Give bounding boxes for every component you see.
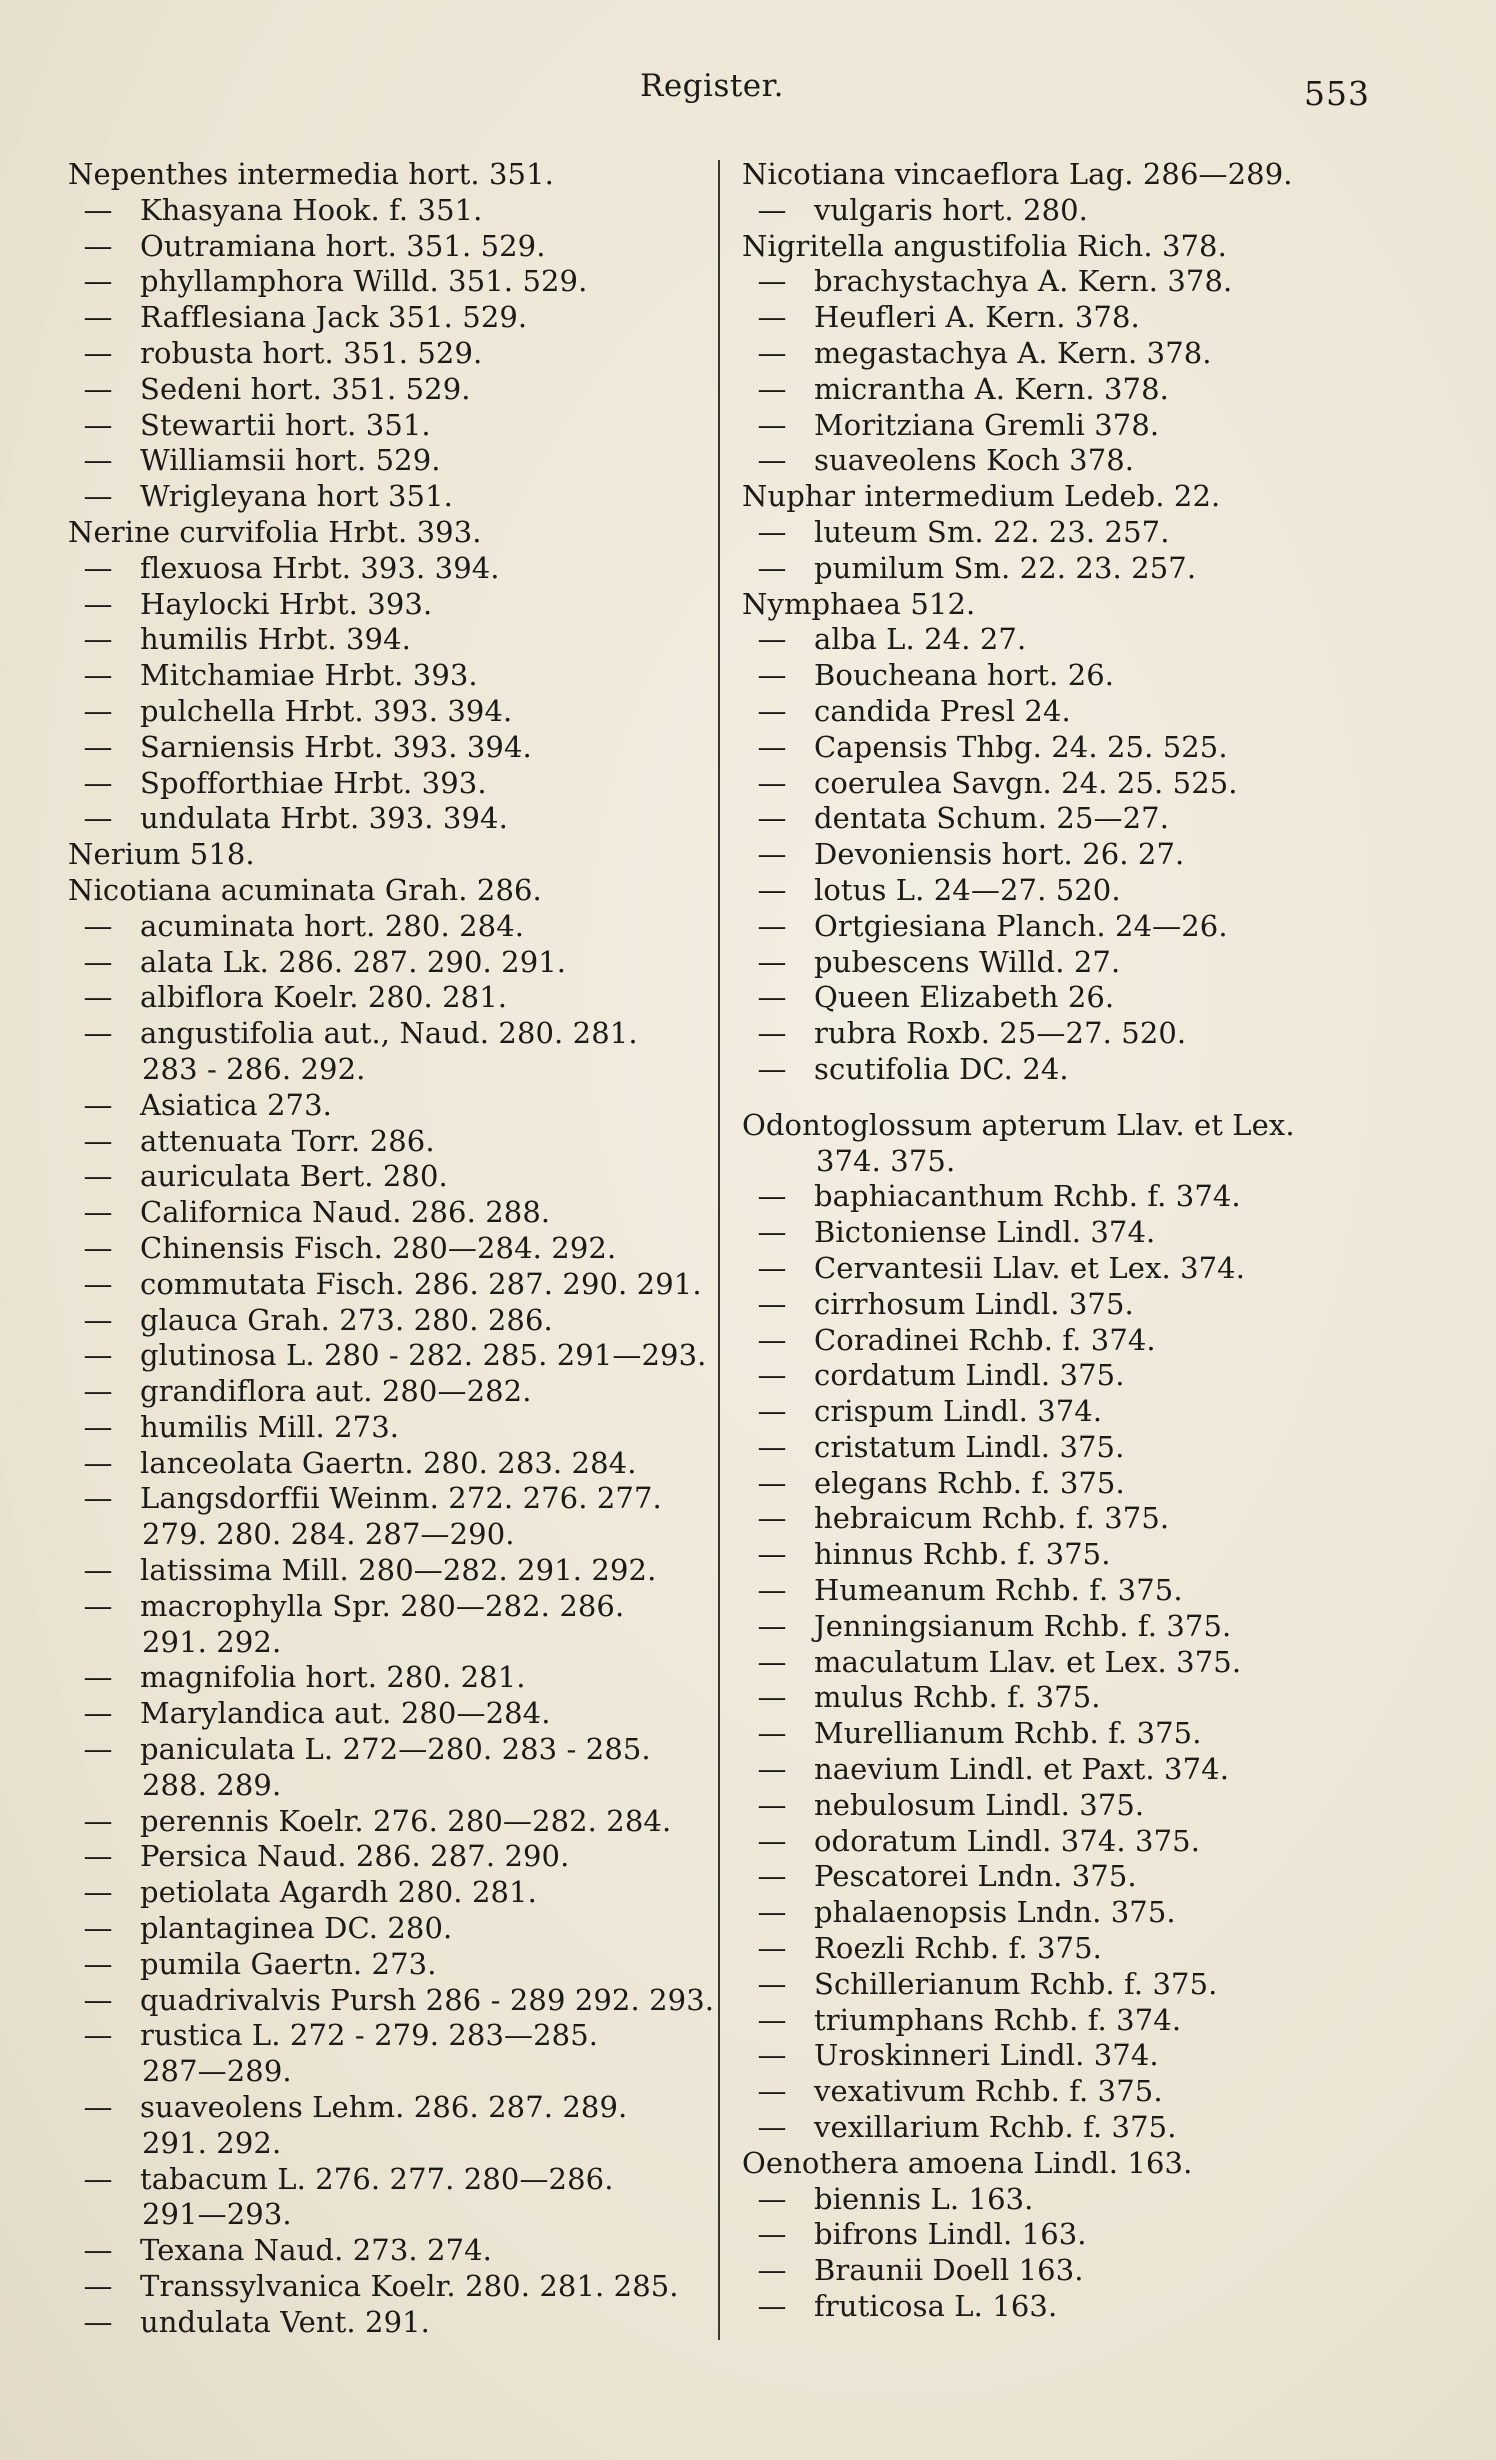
index-entry-sub: — humilis Hrbt. 394. <box>68 622 708 658</box>
index-entry-sub: — Williamsii hort. 529. <box>68 443 708 479</box>
index-entry-sub: — undulata Vent. 291. <box>68 2305 708 2341</box>
index-entry-sub: — coerulea Savgn. 24. 25. 525. <box>742 766 1382 802</box>
index-entry-sub: — Moritziana Gremli 378. <box>742 408 1382 444</box>
index-entry-sub: — glutinosa L. 280 - 282. 285. 291—293. <box>68 1338 708 1374</box>
index-entry-sub: — rubra Roxb. 25—27. 520. <box>742 1016 1382 1052</box>
index-entry-sub: — petiolata Agardh 280. 281. <box>68 1875 708 1911</box>
index-entry-sub: — Coradinei Rchb. f. 374. <box>742 1323 1382 1359</box>
index-entry-sub: — robusta hort. 351. 529. <box>68 336 708 372</box>
index-entry-sub: — Schillerianum Rchb. f. 375. <box>742 1967 1382 2003</box>
page-title: Register. <box>640 68 784 104</box>
index-entry-head: Oenothera amoena Lindl. 163. <box>742 2145 1193 2180</box>
index-entry-continuation: 283 - 286. 292. <box>142 1051 366 1086</box>
index-entry-sub: — bifrons Lindl. 163. <box>742 2217 1382 2253</box>
index-entry-sub: — latissima Mill. 280—282. 291. 292. <box>68 1553 708 1589</box>
index-entry-sub: — pulchella Hrbt. 393. 394. <box>68 694 708 730</box>
index-entry-sub: — cordatum Lindl. 375. <box>742 1358 1382 1394</box>
index-entry-sub: — Boucheana hort. 26. <box>742 658 1382 694</box>
index-entry-sub: — phalaenopsis Lndn. 375. <box>742 1895 1382 1931</box>
index-entry-sub: — suaveolens Lehm. 286. 287. 289. <box>68 2090 708 2126</box>
index-entry-sub: — Rafflesiana Jack 351. 529. <box>68 300 708 336</box>
index-entry-sub: — glauca Grah. 273. 280. 286. <box>68 1303 708 1339</box>
index-entry-sub: — Capensis Thbg. 24. 25. 525. <box>742 730 1382 766</box>
index-entry-sub: — Sedeni hort. 351. 529. <box>68 372 708 408</box>
index-entry-sub: — nebulosum Lindl. 375. <box>742 1788 1382 1824</box>
index-entry-sub: — maculatum Llav. et Lex. 375. <box>742 1645 1382 1681</box>
index-entry-continuation: 279. 280. 284. 287—290. <box>142 1517 515 1552</box>
index-entry-sub: — acuminata hort. 280. 284. <box>68 909 708 945</box>
index-entry-sub: — undulata Hrbt. 393. 394. <box>68 801 708 837</box>
index-entry-sub: — auriculata Bert. 280. <box>68 1159 708 1195</box>
index-entry-sub: — Langsdorffii Weinm. 272. 276. 277. <box>68 1481 708 1517</box>
index-entry-sub: — megastachya A. Kern. 378. <box>742 336 1382 372</box>
page-number: 553 <box>1304 74 1370 113</box>
index-entry-sub: — Chinensis Fisch. 280—284. 292. <box>68 1231 708 1267</box>
index-entry-sub: — hebraicum Rchb. f. 375. <box>742 1501 1382 1537</box>
index-entry-sub: — albiflora Koelr. 280. 281. <box>68 980 708 1016</box>
index-entry-sub: — hinnus Rchb. f. 375. <box>742 1537 1382 1573</box>
index-entry-sub: — flexuosa Hrbt. 393. 394. <box>68 551 708 587</box>
index-entry-sub: — pumila Gaertn. 273. <box>68 1947 708 1983</box>
index-entry-head: Nepenthes intermedia hort. 351. <box>68 157 554 191</box>
index-entry-sub: — Asiatica 273. <box>68 1088 708 1124</box>
index-entry-sub: — pumilum Sm. 22. 23. 257. <box>742 551 1382 587</box>
index-entry-sub: — Queen Elizabeth 26. <box>742 980 1382 1016</box>
index-entry-sub: — Transsylvanica Koelr. 280. 281. 285. <box>68 2269 708 2305</box>
index-entry-head: Nymphaea 512. <box>742 586 976 621</box>
index-entry-sub: — Cervantesii Llav. et Lex. 374. <box>742 1251 1382 1287</box>
index-entry-sub: — lanceolata Gaertn. 280. 283. 284. <box>68 1446 708 1482</box>
index-entry-sub: — fruticosa L. 163. <box>742 2289 1382 2325</box>
index-entry-sub: — Californica Naud. 286. 288. <box>68 1195 708 1231</box>
index-entry-sub: — elegans Rchb. f. 375. <box>742 1466 1382 1502</box>
index-entry-sub: — vexativum Rchb. f. 375. <box>742 2074 1382 2110</box>
index-entry-sub: — Braunii Doell 163. <box>742 2253 1382 2289</box>
index-entry-sub: — brachystachya A. Kern. 378. <box>742 264 1382 300</box>
index-entry-sub: — cristatum Lindl. 375. <box>742 1430 1382 1466</box>
index-entry-sub: — naevium Lindl. et Paxt. 374. <box>742 1752 1382 1788</box>
index-entry-continuation: 288. 289. <box>142 1767 282 1802</box>
column-divider <box>718 160 720 2340</box>
index-entry-sub: — Stewartii hort. 351. <box>68 408 708 444</box>
index-entry-sub: — alata Lk. 286. 287. 290. 291. <box>68 945 708 981</box>
index-entry-continuation: 291. 292. <box>142 1624 282 1659</box>
index-entry-sub: — odoratum Lindl. 374. 375. <box>742 1824 1382 1860</box>
index-entry-sub: — lotus L. 24—27. 520. <box>742 873 1382 909</box>
index-entry-sub: — Jenningsianum Rchb. f. 375. <box>742 1609 1382 1645</box>
index-entry-sub: — Roezli Rchb. f. 375. <box>742 1931 1382 1967</box>
index-entry-sub: — perennis Koelr. 276. 280—282. 284. <box>68 1804 708 1840</box>
index-entry-continuation: 287—289. <box>142 2054 292 2089</box>
index-entry-sub: — attenuata Torr. 286. <box>68 1124 708 1160</box>
index-entry-sub: — Khasyana Hook. f. 351. <box>68 193 708 229</box>
index-entry-sub: — micrantha A. Kern. 378. <box>742 372 1382 408</box>
index-entry-sub: — Spofforthiae Hrbt. 393. <box>68 766 708 802</box>
index-entry-sub: — dentata Schum. 25—27. <box>742 801 1382 837</box>
index-entry-continuation: 374. 375. <box>816 1143 956 1178</box>
index-entry-sub: — macrophylla Spr. 280—282. 286. <box>68 1589 708 1625</box>
index-entry-sub: — Uroskinneri Lindl. 374. <box>742 2038 1382 2074</box>
index-entry-sub: — tabacum L. 276. 277. 280—286. <box>68 2162 708 2198</box>
index-entry-sub: — Sarniensis Hrbt. 393. 394. <box>68 730 708 766</box>
index-entry-continuation: 291—293. <box>142 2197 292 2232</box>
index-entry-head: Odontoglossum apterum Llav. et Lex. <box>742 1107 1295 1142</box>
index-entry-sub: — Persica Naud. 286. 287. 290. <box>68 1839 708 1875</box>
index-entry-sub: — Bictoniense Lindl. 374. <box>742 1215 1382 1251</box>
index-entry-sub: — Humeanum Rchb. f. 375. <box>742 1573 1382 1609</box>
index-entry-sub: — rustica L. 272 - 279. 283—285. <box>68 2018 708 2054</box>
index-entry-head: Nigritella angustifolia Rich. 378. <box>742 228 1227 263</box>
index-entry-sub: — scutifolia DC. 24. <box>742 1052 1382 1088</box>
index-entry-sub: — quadrivalvis Pursh 286 - 289 292. 293. <box>68 1983 708 2019</box>
index-entry-sub: — suaveolens Koch 378. <box>742 443 1382 479</box>
index-entry-sub: — baphiacanthum Rchb. f. 374. <box>742 1179 1382 1215</box>
index-entry-sub: — Texana Naud. 273. 274. <box>68 2233 708 2269</box>
index-entry-continuation: 291. 292. <box>142 2125 282 2160</box>
index-entry-sub: — candida Presl 24. <box>742 694 1382 730</box>
left-column <box>68 157 715 2341</box>
index-entry-sub: — paniculata L. 272—280. 283 - 285. <box>68 1732 708 1768</box>
index-entry-sub: — angustifolia aut., Naud. 280. 281. <box>68 1016 708 1052</box>
index-entry-sub: — plantaginea DC. 280. <box>68 1911 708 1947</box>
index-entry-sub: — Murellianum Rchb. f. 375. <box>742 1716 1382 1752</box>
index-entry-sub: — alba L. 24. 27. <box>742 622 1382 658</box>
index-entry-sub: — crispum Lindl. 374. <box>742 1394 1382 1430</box>
index-entry-sub: — commutata Fisch. 286. 287. 290. 291. <box>68 1267 708 1303</box>
index-entry-sub: — Haylocki Hrbt. 393. <box>68 587 708 623</box>
index-entry-sub: — Mitchamiae Hrbt. 393. <box>68 658 708 694</box>
index-entry-sub: — cirrhosum Lindl. 375. <box>742 1287 1382 1323</box>
index-entry-sub: — humilis Mill. 273. <box>68 1410 708 1446</box>
right-column <box>742 157 1382 2325</box>
index-entry-sub: — magnifolia hort. 280. 281. <box>68 1660 708 1696</box>
index-entry-head: Nicotiana vincaeflora Lag. 286—289. <box>742 157 1293 191</box>
index-entry-sub: — triumphans Rchb. f. 374. <box>742 2003 1382 2039</box>
index-entry-sub: — Devoniensis hort. 26. 27. <box>742 837 1382 873</box>
index-entry-sub: — Pescatorei Lndn. 375. <box>742 1859 1382 1895</box>
index-entry-sub: — Ortgiesiana Planch. 24—26. <box>742 909 1382 945</box>
index-entry-sub: — vulgaris hort. 280. <box>742 193 1382 229</box>
index-entry-sub: — biennis L. 163. <box>742 2182 1382 2218</box>
index-entry-sub: — grandiflora aut. 280—282. <box>68 1374 708 1410</box>
index-entry-sub: — Marylandica aut. 280—284. <box>68 1696 708 1732</box>
index-entry-sub: — Heufleri A. Kern. 378. <box>742 300 1382 336</box>
index-entry-sub: — phyllamphora Willd. 351. 529. <box>68 264 708 300</box>
index-entry-head: Nicotiana acuminata Grah. 286. <box>68 872 542 907</box>
entry-spacer <box>742 1088 1382 1108</box>
index-entry-head: Nuphar intermedium Ledeb. 22. <box>742 479 1221 514</box>
index-entry-sub: — Wrigleyana hort 351. <box>68 479 708 515</box>
index-entry-sub: — vexillarium Rchb. f. 375. <box>742 2110 1382 2146</box>
index-entry-head: Nerium 518. <box>68 837 255 872</box>
index-entry-sub: — pubescens Willd. 27. <box>742 945 1382 981</box>
index-entry-sub: — luteum Sm. 22. 23. 257. <box>742 515 1382 551</box>
index-entry-sub: — mulus Rchb. f. 375. <box>742 1680 1382 1716</box>
index-entry-head: Nerine curvifolia Hrbt. 393. <box>68 514 482 549</box>
index-entry-sub: — Outramiana hort. 351. 529. <box>68 229 708 265</box>
